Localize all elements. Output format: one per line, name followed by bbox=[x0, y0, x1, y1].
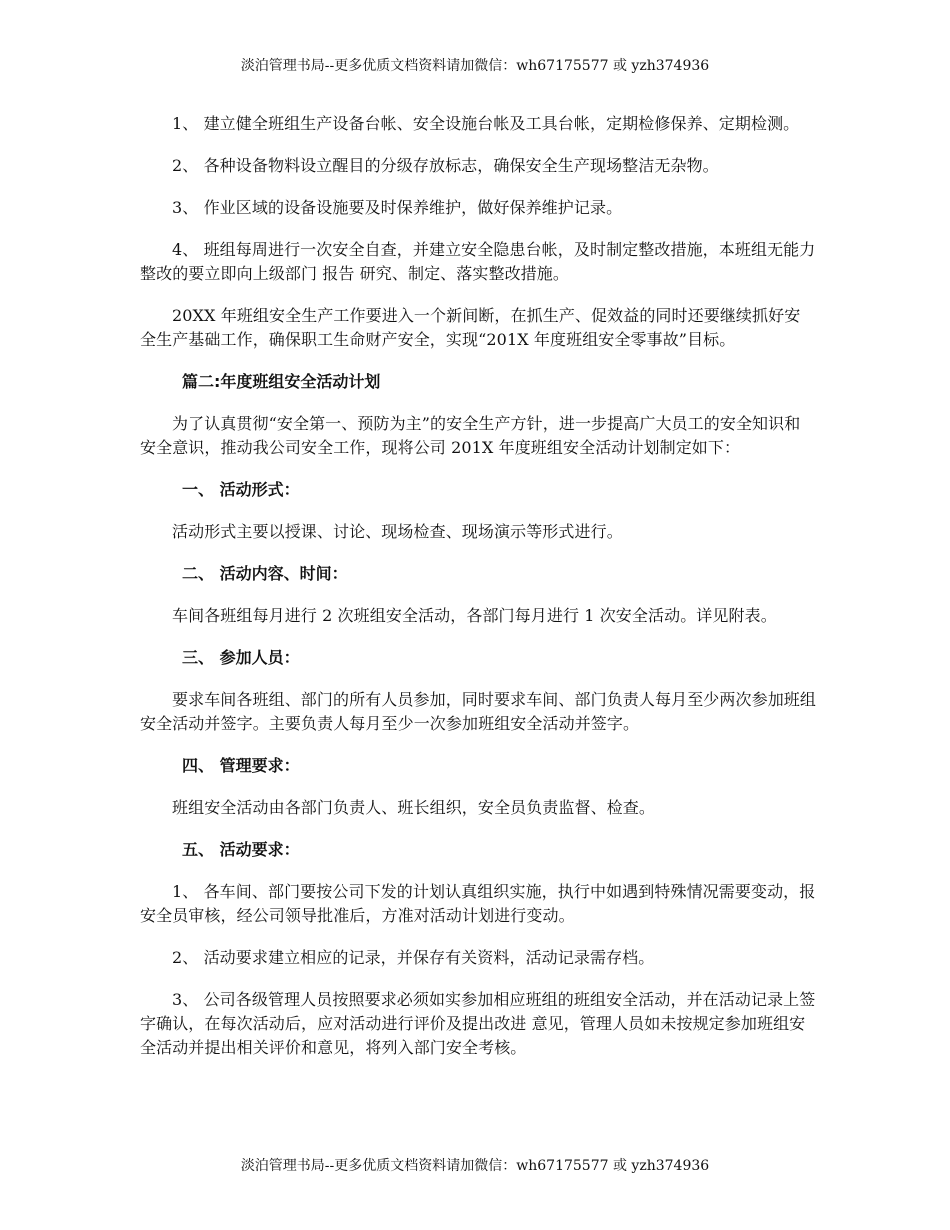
page-header: 淡泊管理书局--更多优质文档资料请加微信：wh67175577 或 yzh374936 bbox=[240, 58, 710, 74]
activity-requirement-1: 1、 各车间、部门要按公司下发的计划认真组织实施，执行中如遇到特殊情况需要变动，报安全员审核，经公司领导批准后，方准对活动计划进行变动。 bbox=[140, 882, 816, 925]
activity-requirement-3: 3、 公司各级管理人员按照要求必须如实参加相应班组的班组安全活动，并在活动记录上签字确认，在每次活动后，应对活动进行评价及提出改进 意见，管理人员如未按规定参加班组安全活动并提出相关评价和意见，将列入部门安全考核。 bbox=[140, 990, 816, 1057]
section-title: 篇二:年度班组安全活动计划 bbox=[182, 372, 381, 391]
activity-content-time-text: 车间各班组每月进行 2 次班组安全活动，各部门每月进行 1 次安全活动。详见附表。 bbox=[172, 606, 777, 625]
paragraph-5: 20XX 年班组安全生产工作要进入一个新间断，在抓生产、促效益的同时还要继续抓好安全生产基础工作，确保职工生命财产安全，实现“201X 年度班组安全零事故”目标。 bbox=[140, 306, 801, 349]
activity-requirement-2: 2、 活动要求建立相应的记录，并保存有关资料，活动记录需存档。 bbox=[172, 948, 655, 967]
heading-activity-form: 一、 活动形式： bbox=[182, 480, 300, 499]
paragraph-2: 2、 各种设备物料设立醒目的分级存放标志，确保安全生产现场整洁无杂物。 bbox=[172, 156, 719, 175]
heading-management-requirements: 四、 管理要求： bbox=[182, 756, 300, 775]
document-body bbox=[140, 112, 816, 1078]
paragraph-1: 1、 建立健全班组生产设备台帐、安全设施台帐及工具台帐，定期检修保养、定期检测。 bbox=[172, 114, 800, 133]
page-footer: 淡泊管理书局--更多优质文档资料请加微信：wh67175577 或 yzh374936 bbox=[240, 1158, 710, 1174]
paragraph-3: 3、 作业区域的设备设施要及时保养维护，做好保养维护记录。 bbox=[172, 198, 623, 217]
heading-activity-content-time: 二、 活动内容、时间： bbox=[182, 564, 348, 583]
participants-text: 要求车间各班组、部门的所有人员参加，同时要求车间、部门负责人每月至少两次参加班组安全活动并签字。主要负责人每月至少一次参加班组安全活动并签字。 bbox=[140, 690, 817, 733]
activity-form-text: 活动形式主要以授课、讨论、现场检查、现场演示等形式进行。 bbox=[172, 522, 623, 541]
heading-activity-requirements: 五、 活动要求： bbox=[182, 840, 300, 859]
management-requirements-text: 班组安全活动由各部门负责人、班长组织，安全员负责监督、检查。 bbox=[172, 798, 656, 817]
paragraph-4: 4、 班组每周进行一次安全自查，并建立安全隐患台帐，及时制定整改措施，本班组无能力整改的要立即向上级部门 报告 研究、制定、落实整改措施。 bbox=[140, 240, 816, 283]
heading-participants: 三、 参加人员： bbox=[182, 648, 300, 667]
intro-paragraph: 为了认真贯彻“安全第一、预防为主”的安全生产方针，进一步提高广大员工的安全知识和安全意识，推动我公司安全工作，现将公司 201X 年度班组安全活动计划制定如下： bbox=[140, 414, 801, 457]
